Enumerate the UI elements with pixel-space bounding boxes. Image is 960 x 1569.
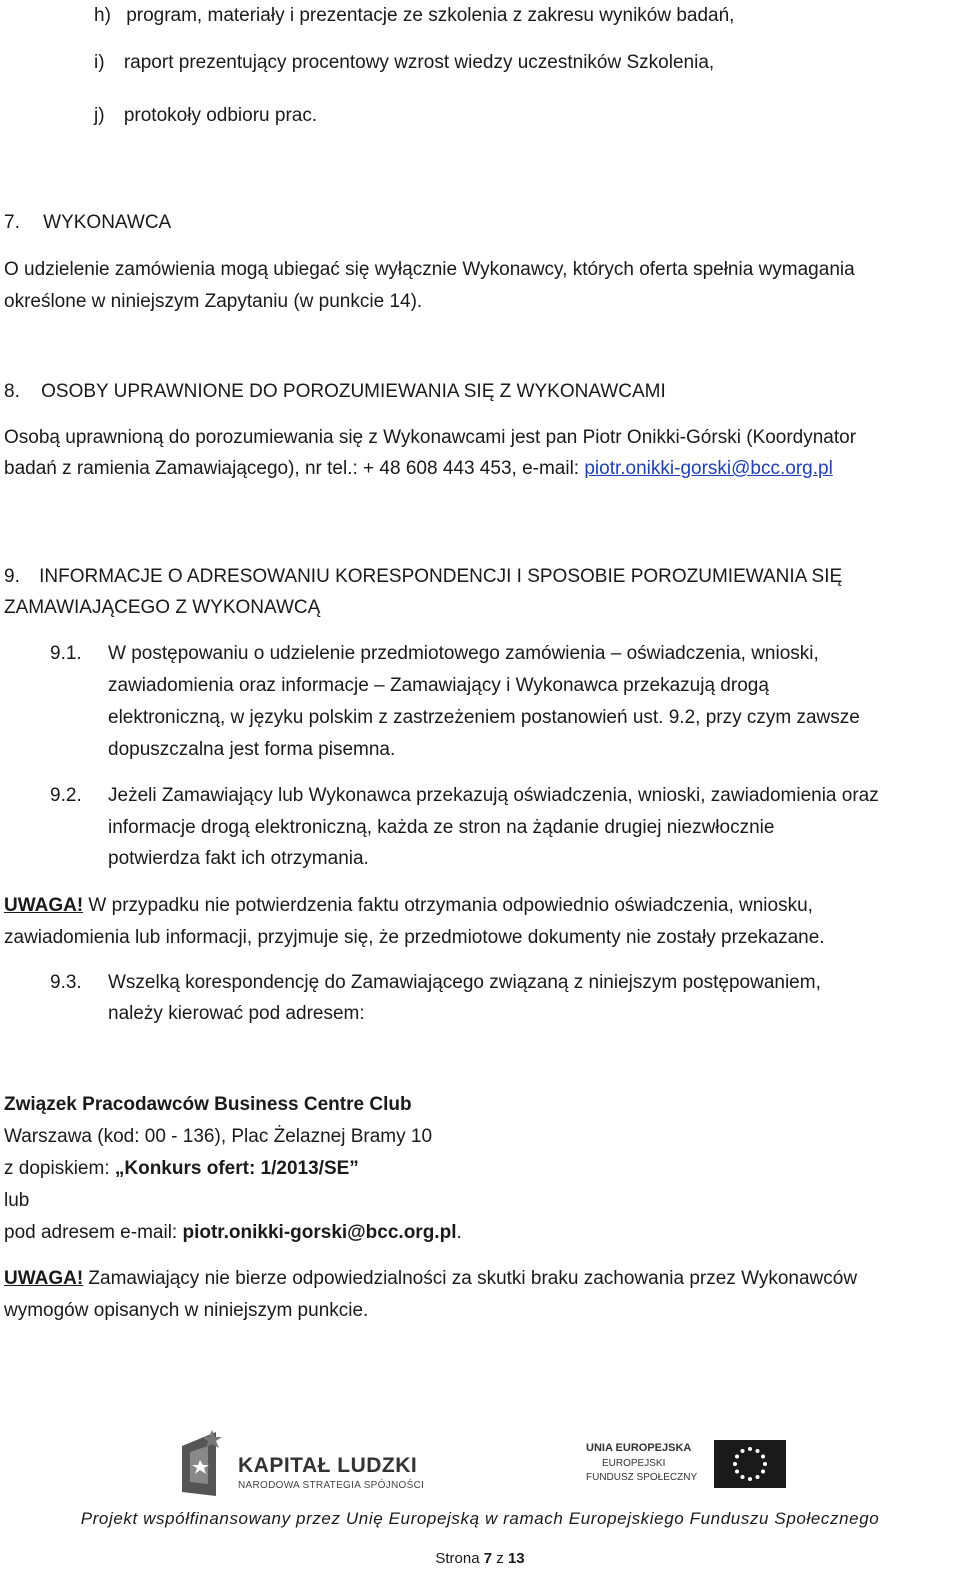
section-title: OSOBY UPRAWNIONE DO POROZUMIEWANIA SIĘ Z WYKONAWCAMI [41, 381, 666, 402]
address-line: lub [4, 1190, 30, 1211]
kapital-ludzki-title: KAPITAŁ LUDZKI [238, 1454, 418, 1477]
kapital-ludzki-emblem-icon [176, 1426, 236, 1498]
footer-cofinancing-text: Projekt współfinansowany przez Unię Europejską w ramach Europejskiego Funduszu Społecznego [80, 1509, 880, 1528]
paragraph-number: 9.2. [50, 785, 82, 806]
section-title: WYKONAWCA [43, 212, 172, 233]
eu-logo-line3: FUNDUSZ SPOŁECZNY [586, 1472, 698, 1483]
paragraph-line: określone w niniejszym Zapytaniu (w punkcie 14). [4, 291, 423, 312]
list-text: program, materiały i prezentacje ze szkolenia z zakresu wyników badań, [126, 5, 735, 26]
address-email: piotr.onikki-gorski@bcc.org.pl [182, 1222, 457, 1243]
eu-logo [586, 1438, 786, 1494]
paragraph-line: Osobą uprawnioną do porozumiewania się z Wykonawcami jest pan Piotr Onikki-Górski (Koordynator [4, 427, 857, 448]
address-line [4, 1222, 462, 1244]
address-name: Związek Pracodawców Business Centre Club [4, 1094, 412, 1115]
notice-label: UWAGA! [4, 895, 84, 916]
paragraph-number: 9.1. [50, 643, 82, 664]
page-separator: z [492, 1550, 508, 1567]
section-heading [4, 212, 171, 234]
paragraph-line: Wszelką korespondencję do Zamawiającego związaną z niniejszym postępowaniem, [108, 972, 821, 993]
notice-line [4, 895, 813, 917]
page-total: 13 [507, 1550, 525, 1567]
paragraph-line: dopuszczalna jest forma pisemna. [108, 739, 396, 760]
section-heading [4, 566, 842, 588]
eu-logo-line1: UNIA EUROPEJSKA [586, 1442, 692, 1454]
list-item [94, 5, 734, 27]
address-note-prefix: z dopiskiem: [4, 1158, 115, 1179]
notice-line: zawiadomienia lub informacji, przyjmuje się, że przedmiotowe dokumenty nie zostały przekazane. [4, 927, 825, 948]
list-item [94, 105, 317, 127]
paragraph-number: 9.3. [50, 972, 82, 993]
address-note: „Konkurs ofert: 1/2013/SE” [114, 1158, 359, 1179]
paragraph-line: Jeżeli Zamawiający lub Wykonawca przekazują oświadczenia, wnioski, zawiadomienia oraz [108, 785, 879, 806]
paragraph-line: informacje drogą elektroniczną, każda ze stron na żądanie drugiej niezwłocznie [108, 817, 775, 838]
eu-logo-line2: EUROPEJSKI [602, 1458, 666, 1469]
email-link[interactable]: piotr.onikki-gorski@bcc.org.pl [584, 458, 833, 479]
notice-text: W przypadku nie potwierdzenia faktu otrzymania odpowiednio oświadczenia, wniosku, [83, 895, 813, 916]
paragraph-line: O udzielenie zamówienia mogą ubiegać się wyłącznie Wykonawcy, których oferta spełnia wymagania [4, 259, 855, 280]
contact-text: badań z ramienia Zamawiającego), nr tel.: + 48 608 443 453, e-mail: [4, 458, 585, 479]
address-email-suffix: . [456, 1222, 462, 1243]
eu-flag-icon [714, 1440, 786, 1488]
list-marker: h) [94, 5, 111, 26]
section-heading [4, 381, 666, 403]
notice-label: UWAGA! [4, 1268, 84, 1289]
page-number [0, 1550, 960, 1567]
notice-text: Zamawiający nie bierze odpowiedzialności za skutki braku zachowania przez Wykonawców [83, 1268, 858, 1289]
list-text: protokoły odbioru prac. [123, 105, 318, 126]
page-prefix: Strona [435, 1550, 484, 1567]
paragraph-line: W postępowaniu o udzielenie przedmiotowego zamówienia – oświadczenia, wnioski, [108, 643, 819, 664]
kapital-ludzki-logo [176, 1426, 436, 1498]
list-marker: j) [94, 105, 105, 126]
kapital-ludzki-subtitle: NARODOWA STRATEGIA SPÓJNOŚCI [238, 1480, 425, 1491]
paragraph-line: należy kierować pod adresem: [108, 1003, 365, 1024]
paragraph-line: potwierdza fakt ich otrzymania. [108, 848, 369, 869]
notice-line [4, 1268, 857, 1290]
section-title: INFORMACJE O ADRESOWANIU KORESPONDENCJI I SPOSOBIE POROZUMIEWANIA SIĘ [39, 566, 843, 587]
page-current: 7 [483, 1550, 493, 1567]
paragraph-line: elektroniczną, w języku polskim z zastrzeżeniem postanowień ust. 9.2, przy czym zawsze [108, 707, 860, 728]
section-number: 9. [4, 566, 20, 587]
paragraph-line [4, 458, 833, 480]
section-number: 7. [4, 212, 20, 233]
list-marker: i) [94, 52, 105, 73]
address-line [4, 1158, 359, 1180]
notice-line: wymogów opisanych w niniejszym punkcie. [4, 1300, 369, 1321]
address-email-prefix: pod adresem e-mail: [4, 1222, 183, 1243]
section-title-continued: ZAMAWIAJĄCEGO Z WYKONAWCĄ [4, 597, 321, 618]
list-text: raport prezentujący procentowy wzrost wiedzy uczestników Szkolenia, [123, 52, 715, 73]
list-item [94, 52, 714, 74]
paragraph-line: zawiadomienia oraz informacje – Zamawiający i Wykonawca przekazują drogą [108, 675, 769, 696]
section-number: 8. [4, 381, 20, 402]
address-line: Warszawa (kod: 00 - 136), Plac Żelaznej Bramy 10 [4, 1126, 433, 1147]
